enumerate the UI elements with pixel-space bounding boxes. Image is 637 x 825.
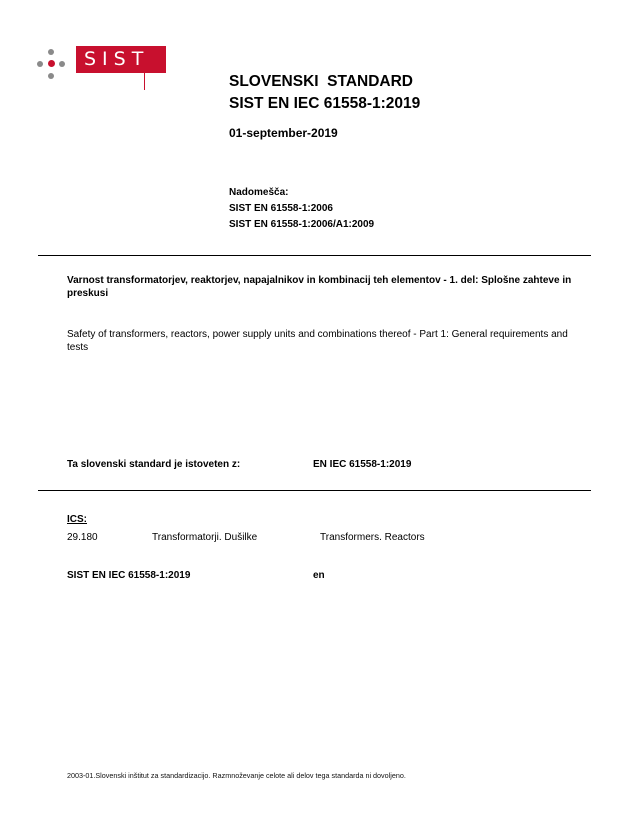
replaces-block: [229, 185, 374, 233]
copyright-footer: 2003-01.Slovenski inštitut za standardizacijo. Razmnoževanje celote ali delov tega standarda ni dovoljeno.: [67, 771, 406, 780]
publication-date: 01-september-2019: [229, 126, 338, 140]
ics-description-en: Transformers. Reactors: [320, 532, 425, 543]
logo-dot-accent: [48, 60, 55, 67]
logo-wordmark: SIST: [76, 46, 166, 73]
identical-standard: EN IEC 61558-1:2019: [313, 459, 412, 470]
title-slovenian: Varnost transformatorjev, reaktorjev, napajalnikov in kombinacij teh elementov - 1. del: Splošne zahteve in preskusi: [67, 275, 572, 299]
logo-dot: [37, 61, 43, 67]
document-id: SIST EN IEC 61558-1:2019: [67, 570, 191, 581]
document-language: en: [313, 570, 325, 581]
ics-code: 29.180: [67, 532, 98, 543]
divider: [38, 490, 591, 491]
logo-dot: [48, 49, 54, 55]
sist-logo: [34, 44, 164, 90]
logo-stem: [144, 73, 145, 90]
replaced-standard: SIST EN 61558-1:2006/A1:2009: [229, 219, 375, 230]
logo-dot: [59, 61, 65, 67]
ics-heading: ICS:: [67, 514, 87, 525]
identical-label: Ta slovenski standard je istoveten z:: [67, 459, 241, 470]
standard-type: SLOVENSKI STANDARD: [229, 73, 414, 90]
replaces-label: Nadomešča:: [229, 187, 289, 198]
replaced-standard: SIST EN 61558-1:2006: [229, 203, 333, 214]
standard-number: SIST EN IEC 61558-1:2019: [229, 95, 421, 112]
standard-heading: [229, 71, 420, 115]
logo-dot: [48, 73, 54, 79]
ics-description-sl: Transformatorji. Dušilke: [152, 532, 258, 543]
title-english: Safety of transformers, reactors, power supply units and combinations thereof - Part 1: General requirements and tests: [67, 329, 568, 353]
divider: [38, 255, 591, 256]
